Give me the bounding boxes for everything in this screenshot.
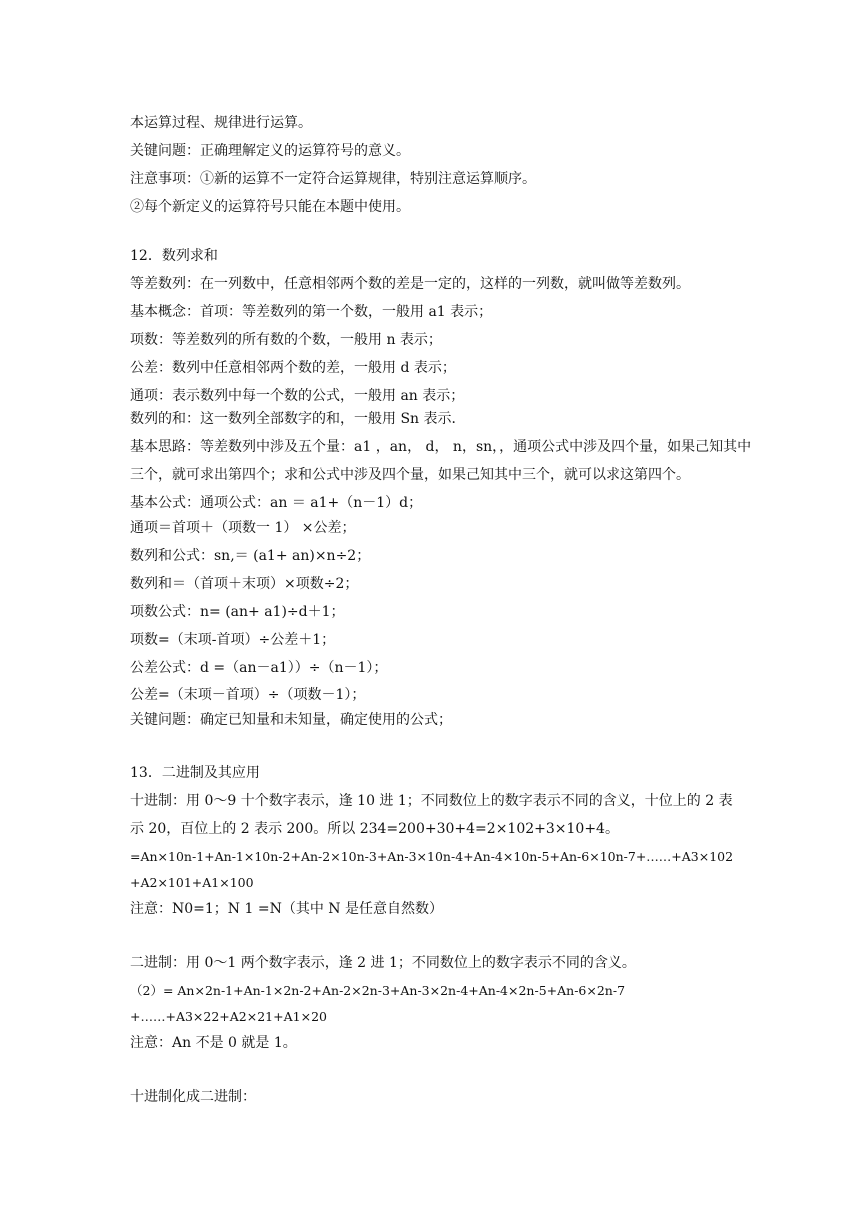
section-12-line-6: 数列的和：这一数列全部数字的和，一般用 Sn 表示． [130, 411, 466, 427]
section-12-line-11: 数列和公式：sn,＝ (a1+ an)×n÷2； [130, 548, 371, 564]
binary-line-2: （2）= An×2n-1+An-1×2n-2+An-2×2n-3+An-3×2n-4+An-4×2n-5+An-6×2n-7 [130, 983, 626, 998]
section-12-line-4: 公差：数列中任意相邻两个数的差，一般用 d 表示； [130, 360, 456, 376]
section-12-line-3: 项数：等差数列的所有数的个数，一般用 n 表示； [130, 332, 442, 348]
section-13-line-5: 注意：N0=1；N 1 =N（其中 N 是任意自然数） [130, 901, 443, 917]
section-12-line-12: 数列和＝（首项＋末项）×项数÷2； [130, 576, 359, 592]
binary-line-1: 二进制：用 0～1 两个数字表示，逢 2 进 1；不同数位上的数字表示不同的含义。 [130, 955, 636, 971]
section-13-line-1: 十进制：用 0～9 十个数字表示，逢 10 进 1；不同数位上的数字表示不同的含义，十位上的 2 表 [130, 793, 733, 809]
intro-line-1: 本运算过程、规律进行运算。 [130, 115, 312, 131]
section-12-line-10: 通项＝首项＋（项数一 1） ×公差； [130, 520, 356, 536]
section-12-line-2: 基本概念：首项：等差数列的第一个数，一般用 a1 表示； [130, 304, 493, 320]
section-13-line-3: =An×10n-1+An-1×10n-2+An-2×10n-3+An-3×10n-4+An-4×10n-5+An-6×10n-7+……+A3×102 [130, 849, 734, 864]
section-12-line-14: 项数=（末项-首项）÷公差＋1； [130, 632, 336, 648]
section-12-line-16: 公差=（末项－首项）÷（项数－1）； [130, 687, 366, 703]
intro-line-3: 注意事项：①新的运算不一定符合运算规律，特别注意运算顺序。 [130, 171, 536, 187]
section-12-line-13: 项数公式：n= (an+ a1)÷d＋1； [130, 604, 345, 620]
section-12-line-1: 等差数列：在一列数中，任意相邻两个数的差是一定的，这样的一列数，就叫做等差数列。 [130, 276, 690, 292]
conversion-heading: 十进制化成二进制： [130, 1089, 256, 1105]
section-12-line-9: 基本公式：通项公式：an ＝ a1+（n－1）d； [130, 495, 423, 511]
section-12-line-5: 通项：表示数列中每一个数的公式，一般用 an 表示； [130, 388, 465, 404]
section-12-line-15: 公差公式：d =（an－a1））÷（n－1）； [130, 660, 388, 676]
section-12-heading: 12．数列求和 [130, 248, 218, 264]
section-13-heading: 13．二进制及其应用 [130, 765, 260, 781]
section-12-line-8: 三个，就可求出第四个；求和公式中涉及四个量，如果己知其中三个，就可以求这第四个。 [130, 467, 690, 483]
section-13-line-4: +A2×101+A1×100 [130, 875, 254, 890]
binary-line-3: +……+A3×22+A2×21+A1×20 [130, 1009, 327, 1024]
section-12-line-7: 基本思路：等差数列中涉及五个量：a1 ，an， d， n，sn，，通项公式中涉及四个量，如果己知其中 [130, 439, 752, 455]
section-12-line-17: 关键问题：确定已知量和未知量，确定使用的公式； [130, 712, 452, 728]
binary-line-4: 注意：An 不是 0 就是 1。 [130, 1035, 297, 1051]
section-13-line-2: 示 20，百位上的 2 表示 200。所以 234=200+30+4=2×102+3×10+4。 [130, 821, 619, 837]
intro-line-4: ②每个新定义的运算符号只能在本题中使用。 [130, 199, 410, 215]
intro-line-2: 关键问题：正确理解定义的运算符号的意义。 [130, 143, 410, 159]
